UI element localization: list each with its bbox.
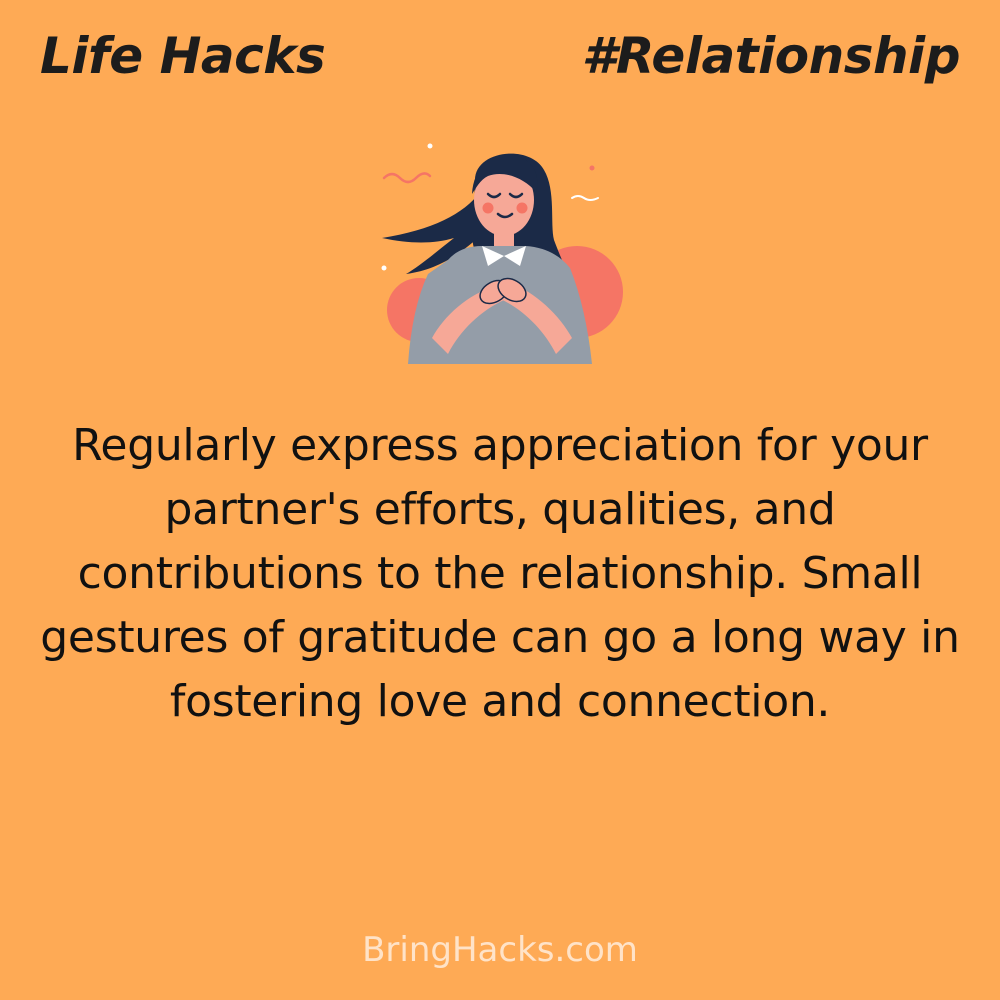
category-hashtag: #Relationship <box>581 27 960 85</box>
sparkle-dot-left <box>382 266 387 271</box>
woman-gratitude-icon <box>372 132 628 368</box>
cheek-right <box>517 203 528 214</box>
footer-website: BringHacks.com <box>362 930 638 970</box>
squiggle-left <box>384 173 430 182</box>
cheek-left <box>483 203 494 214</box>
sparkle-dot-top <box>428 144 433 149</box>
page-title-life-hacks: Life Hacks <box>40 27 326 85</box>
squiggle-right <box>572 196 598 200</box>
woman-hands-on-heart-illustration <box>372 132 628 368</box>
life-hack-tip-text: Regularly express appreciation for your partner's efforts, qualities, and contributions to the relationship. Small gestures of gratitude can go a long way in fostering love and connection. <box>40 420 960 727</box>
sparkle-dot-right <box>590 166 595 171</box>
